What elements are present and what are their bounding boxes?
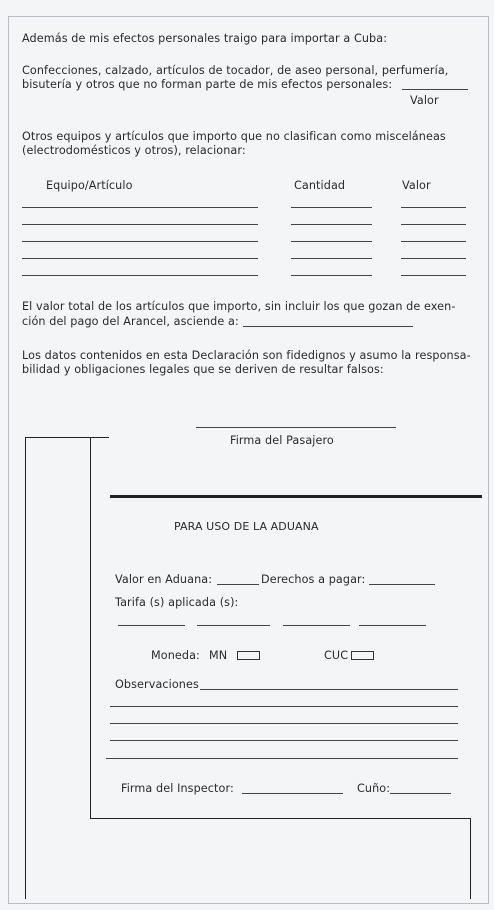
col-header-cantidad: Cantidad xyxy=(294,179,346,192)
passenger-signature-label: Firma del Pasajero xyxy=(230,434,334,447)
observaciones-field-3[interactable] xyxy=(110,723,458,724)
cuno-label: Cuño: xyxy=(357,782,391,795)
observaciones-label: Observaciones xyxy=(115,678,199,691)
table-row-equipo-field[interactable] xyxy=(22,241,258,242)
passenger-signature-field[interactable] xyxy=(196,427,396,428)
cuno-field[interactable] xyxy=(390,793,451,794)
total-value-field[interactable] xyxy=(243,326,413,327)
table-row-equipo-field[interactable] xyxy=(22,275,258,276)
derechos-label: Derechos a pagar: xyxy=(261,573,366,586)
otros-line-1: Otros equipos y artículos que importo que no clasifican como misceláneas xyxy=(22,130,446,143)
confecciones-valor-label: Valor xyxy=(410,94,439,107)
table-row-cantidad-field[interactable] xyxy=(291,241,372,242)
inspector-signature-field[interactable] xyxy=(242,793,343,794)
observaciones-field-4[interactable] xyxy=(110,740,458,741)
table-row-cantidad-field[interactable] xyxy=(291,207,372,208)
datos-line-1: Los datos contenidos en esta Declaración son fidedignos y asumo la responsa- xyxy=(22,349,471,362)
table-row-equipo-field[interactable] xyxy=(22,224,258,225)
total-line-2: ción del pago del Arancel, asciende a: xyxy=(22,315,239,328)
customs-heading: PARA USO DE LA ADUANA xyxy=(174,520,319,533)
col-header-equipo: Equipo/Artículo xyxy=(46,179,133,192)
confecciones-line-1: Confecciones, calzado, artículos de tocador, de aseo personal, perfumería, xyxy=(22,64,449,77)
mn-checkbox[interactable] xyxy=(237,651,260,660)
confecciones-value-field[interactable] xyxy=(402,89,468,90)
tarifa-field-4[interactable] xyxy=(359,625,426,626)
tarifa-field-2[interactable] xyxy=(197,625,270,626)
valor-aduana-label: Valor en Aduana: xyxy=(115,573,213,586)
observaciones-field-2[interactable] xyxy=(110,706,458,707)
intro-text: Además de mis efectos personales traigo para importar a Cuba: xyxy=(22,32,388,45)
tarifa-field-3[interactable] xyxy=(283,625,350,626)
cuc-checkbox[interactable] xyxy=(351,651,374,660)
moneda-label: Moneda: xyxy=(151,649,200,662)
observaciones-field-1[interactable] xyxy=(200,689,458,690)
confecciones-line-2: bisutería y otros que no forman parte de mis efectos personales: xyxy=(22,78,393,91)
tarifa-label: Tarifa (s) aplicada (s): xyxy=(115,596,239,609)
col-header-valor: Valor xyxy=(402,179,431,192)
mn-label: MN xyxy=(209,649,228,662)
datos-line-2: bilidad y obligaciones legales que se deriven de resultar falsos: xyxy=(22,363,384,376)
tarifa-field-1[interactable] xyxy=(118,625,185,626)
table-row-cantidad-field[interactable] xyxy=(291,275,372,276)
cuc-label: CUC xyxy=(324,649,349,662)
table-row-cantidad-field[interactable] xyxy=(291,224,372,225)
inspector-signature-label: Firma del Inspector: xyxy=(121,782,234,795)
derechos-field[interactable] xyxy=(369,584,435,585)
customs-divider xyxy=(110,495,482,498)
otros-line-2: (electrodomésticos y otros), relacionar: xyxy=(22,144,246,157)
table-row-equipo-field[interactable] xyxy=(22,207,258,208)
table-row-valor-field[interactable] xyxy=(401,207,466,208)
table-row-cantidad-field[interactable] xyxy=(291,258,372,259)
table-row-valor-field[interactable] xyxy=(401,241,466,242)
observaciones-field-5[interactable] xyxy=(106,758,458,759)
table-row-valor-field[interactable] xyxy=(401,275,466,276)
table-row-equipo-field[interactable] xyxy=(22,258,258,259)
total-line-1: El valor total de los artículos que importo, sin incluir los que gozan de exen- xyxy=(22,300,456,313)
valor-aduana-field[interactable] xyxy=(217,584,259,585)
table-row-valor-field[interactable] xyxy=(401,258,466,259)
table-row-valor-field[interactable] xyxy=(401,224,466,225)
